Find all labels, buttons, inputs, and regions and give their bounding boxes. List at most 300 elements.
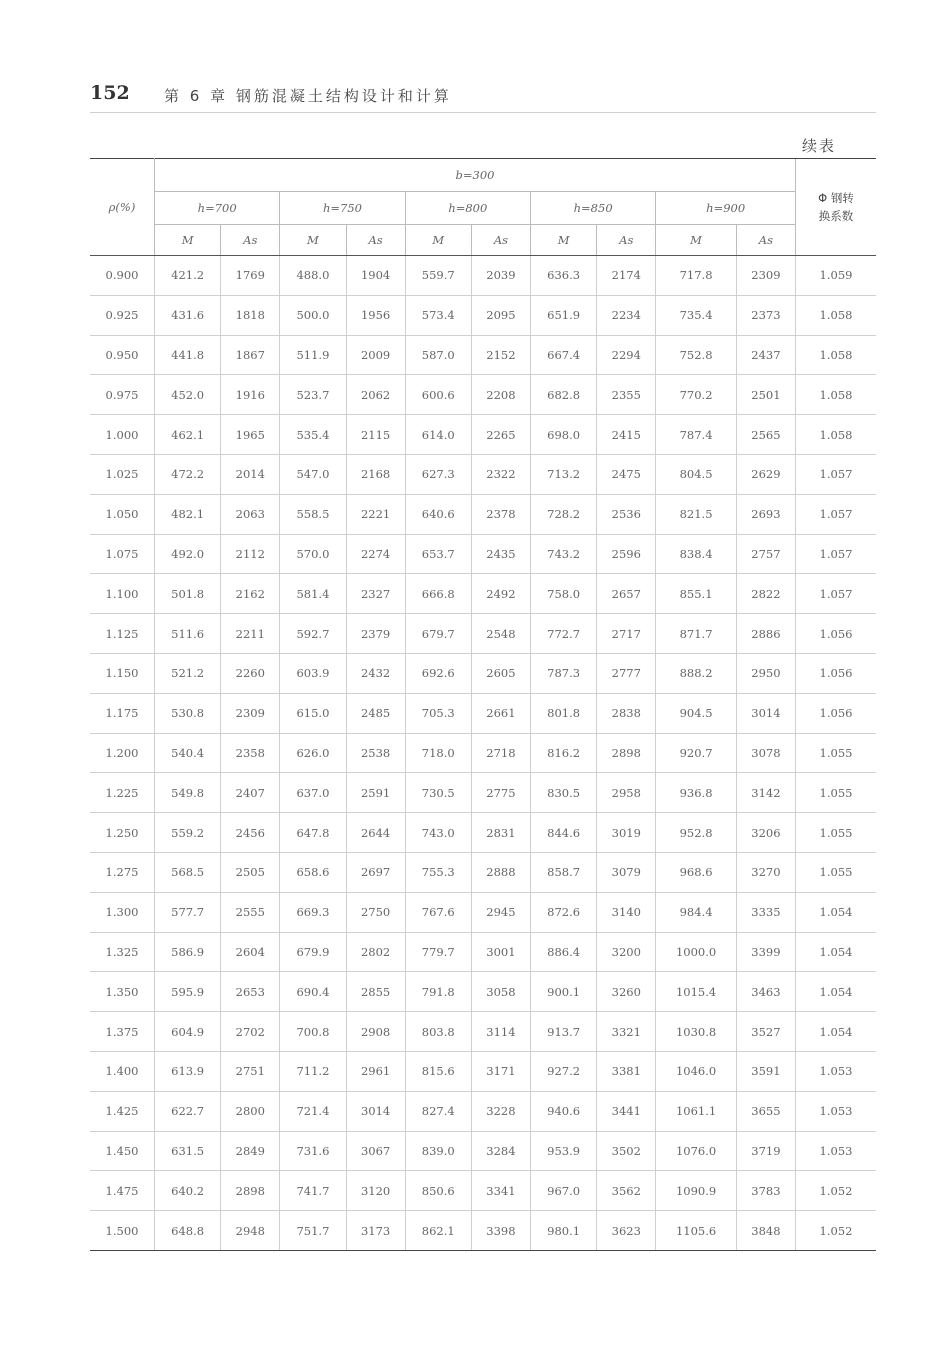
value-cell: 3321 [597,1012,656,1052]
value-cell: 940.6 [530,1091,596,1131]
value-cell: 2174 [597,256,656,296]
m-subheader: M [280,225,346,256]
value-cell: 2536 [597,494,656,534]
coef-cell: 1.058 [796,295,877,335]
m-subheader: M [530,225,596,256]
value-cell: 920.7 [656,733,737,773]
value-cell: 2604 [221,932,280,972]
rho-cell: 1.275 [90,852,155,892]
value-cell: 717.8 [656,256,737,296]
value-cell: 603.9 [280,653,346,693]
as-subheader: As [471,225,530,256]
value-cell: 2437 [736,335,795,375]
value-cell: 3381 [597,1051,656,1091]
value-cell: 2407 [221,773,280,813]
value-cell: 743.2 [530,534,596,574]
value-cell: 1867 [221,335,280,375]
value-cell: 2898 [221,1171,280,1211]
b-header: b=300 [155,159,796,192]
value-cell: 586.9 [155,932,221,972]
table-row [90,773,876,813]
m-subheader: M [656,225,737,256]
value-cell: 3067 [346,1131,405,1171]
value-cell: 1000.0 [656,932,737,972]
value-cell: 3399 [736,932,795,972]
value-cell: 2265 [471,415,530,455]
value-cell: 3719 [736,1131,795,1171]
value-cell: 2039 [471,256,530,296]
rho-cell: 1.300 [90,892,155,932]
table-row [90,335,876,375]
h-group-header: h=900 [656,192,796,225]
value-cell: 2309 [221,693,280,733]
rho-cell: 1.150 [90,653,155,693]
value-cell: 570.0 [280,534,346,574]
value-cell: 547.0 [280,454,346,494]
value-cell: 2492 [471,574,530,614]
value-cell: 927.2 [530,1051,596,1091]
coef-cell: 1.053 [796,1091,877,1131]
value-cell: 2800 [221,1091,280,1131]
value-cell: 592.7 [280,614,346,654]
table-row [90,892,876,932]
coef-header-line1: Φ 钢转 [818,191,854,205]
coef-cell: 1.058 [796,375,877,415]
value-cell: 888.2 [656,653,737,693]
value-cell: 2168 [346,454,405,494]
coef-cell: 1.055 [796,733,877,773]
value-cell: 2644 [346,813,405,853]
value-cell: 2718 [471,733,530,773]
value-cell: 2322 [471,454,530,494]
rho-cell: 1.250 [90,813,155,853]
coef-cell: 1.059 [796,256,877,296]
value-cell: 2112 [221,534,280,574]
value-cell: 3173 [346,1211,405,1251]
value-cell: 2435 [471,534,530,574]
value-cell: 3623 [597,1211,656,1251]
value-cell: 3228 [471,1091,530,1131]
value-cell: 751.7 [280,1211,346,1251]
value-cell: 721.4 [280,1091,346,1131]
value-cell: 1015.4 [656,972,737,1012]
value-cell: 770.2 [656,375,737,415]
table-row [90,1211,876,1251]
value-cell: 2221 [346,494,405,534]
reinforcement-table [90,158,876,1251]
value-cell: 728.2 [530,494,596,534]
value-cell: 731.6 [280,1131,346,1171]
value-cell: 936.8 [656,773,737,813]
h-group-header: h=850 [530,192,655,225]
rho-cell: 1.325 [90,932,155,972]
value-cell: 3527 [736,1012,795,1052]
value-cell: 640.2 [155,1171,221,1211]
value-cell: 627.3 [405,454,471,494]
value-cell: 2485 [346,693,405,733]
value-cell: 568.5 [155,852,221,892]
value-cell: 2605 [471,653,530,693]
value-cell: 679.9 [280,932,346,972]
value-cell: 705.3 [405,693,471,733]
value-cell: 595.9 [155,972,221,1012]
value-cell: 1046.0 [656,1051,737,1091]
coef-cell: 1.055 [796,852,877,892]
value-cell: 3206 [736,813,795,853]
value-cell: 1965 [221,415,280,455]
rho-cell: 1.050 [90,494,155,534]
value-cell: 718.0 [405,733,471,773]
value-cell: 3502 [597,1131,656,1171]
value-cell: 904.5 [656,693,737,733]
table-body [90,256,876,1251]
value-cell: 577.7 [155,892,221,932]
value-cell: 2822 [736,574,795,614]
value-cell: 735.4 [656,295,737,335]
value-cell: 871.7 [656,614,737,654]
value-cell: 614.0 [405,415,471,455]
value-cell: 2358 [221,733,280,773]
table-row [90,534,876,574]
h-group-header: h=800 [405,192,530,225]
table-header [90,159,876,256]
value-cell: 730.5 [405,773,471,813]
rho-cell: 0.975 [90,375,155,415]
value-cell: 3655 [736,1091,795,1131]
value-cell: 772.7 [530,614,596,654]
coef-cell: 1.057 [796,574,877,614]
coef-cell: 1.058 [796,335,877,375]
value-cell: 3078 [736,733,795,773]
value-cell: 787.3 [530,653,596,693]
value-cell: 838.4 [656,534,737,574]
value-cell: 581.4 [280,574,346,614]
value-cell: 3142 [736,773,795,813]
value-cell: 559.7 [405,256,471,296]
value-cell: 900.1 [530,972,596,1012]
rho-cell: 1.350 [90,972,155,1012]
coef-cell: 1.056 [796,653,877,693]
value-cell: 1956 [346,295,405,335]
value-cell: 631.5 [155,1131,221,1171]
value-cell: 2555 [221,892,280,932]
value-cell: 2505 [221,852,280,892]
value-cell: 2702 [221,1012,280,1052]
rho-cell: 0.950 [90,335,155,375]
value-cell: 967.0 [530,1171,596,1211]
as-subheader: As [736,225,795,256]
value-cell: 3463 [736,972,795,1012]
h-group-header: h=750 [280,192,405,225]
value-cell: 511.6 [155,614,221,654]
value-cell: 615.0 [280,693,346,733]
value-cell: 862.1 [405,1211,471,1251]
page-header [90,80,876,113]
value-cell: 2211 [221,614,280,654]
value-cell: 679.7 [405,614,471,654]
value-cell: 441.8 [155,335,221,375]
value-cell: 2777 [597,653,656,693]
value-cell: 1769 [221,256,280,296]
value-cell: 3591 [736,1051,795,1091]
value-cell: 2697 [346,852,405,892]
table-row [90,733,876,773]
table-row [90,972,876,1012]
page-number: 152 [90,82,130,104]
value-cell: 779.7 [405,932,471,972]
value-cell: 653.7 [405,534,471,574]
value-cell: 2948 [221,1211,280,1251]
value-cell: 482.1 [155,494,221,534]
rho-cell: 0.925 [90,295,155,335]
value-cell: 713.2 [530,454,596,494]
value-cell: 559.2 [155,813,221,853]
value-cell: 2379 [346,614,405,654]
m-subheader: M [155,225,221,256]
value-cell: 743.0 [405,813,471,853]
value-cell: 741.7 [280,1171,346,1211]
value-cell: 523.7 [280,375,346,415]
value-cell: 587.0 [405,335,471,375]
value-cell: 2355 [597,375,656,415]
rho-cell: 1.500 [90,1211,155,1251]
coef-cell: 1.054 [796,1012,877,1052]
coef-cell: 1.058 [796,415,877,455]
value-cell: 711.2 [280,1051,346,1091]
value-cell: 492.0 [155,534,221,574]
value-cell: 815.6 [405,1051,471,1091]
value-cell: 2661 [471,693,530,733]
value-cell: 549.8 [155,773,221,813]
value-cell: 2548 [471,614,530,654]
value-cell: 2591 [346,773,405,813]
rho-cell: 1.375 [90,1012,155,1052]
rho-cell: 1.225 [90,773,155,813]
value-cell: 2432 [346,653,405,693]
value-cell: 3284 [471,1131,530,1171]
value-cell: 2908 [346,1012,405,1052]
value-cell: 2849 [221,1131,280,1171]
value-cell: 530.8 [155,693,221,733]
value-cell: 3783 [736,1171,795,1211]
value-cell: 521.2 [155,653,221,693]
value-cell: 2751 [221,1051,280,1091]
value-cell: 2095 [471,295,530,335]
value-cell: 2958 [597,773,656,813]
value-cell: 816.2 [530,733,596,773]
coef-cell: 1.054 [796,972,877,1012]
value-cell: 2950 [736,653,795,693]
coef-cell: 1.052 [796,1211,877,1251]
m-subheader: M [405,225,471,256]
value-cell: 2415 [597,415,656,455]
value-cell: 2596 [597,534,656,574]
value-cell: 844.6 [530,813,596,853]
value-cell: 886.4 [530,932,596,972]
table-row [90,852,876,892]
value-cell: 952.8 [656,813,737,853]
rho-cell: 1.100 [90,574,155,614]
value-cell: 2274 [346,534,405,574]
coef-cell: 1.055 [796,773,877,813]
chapter-title: 第 6 章 钢筋混凝土结构设计和计算 [164,87,452,105]
value-cell: 421.2 [155,256,221,296]
value-cell: 462.1 [155,415,221,455]
value-cell: 2831 [471,813,530,853]
value-cell: 2501 [736,375,795,415]
value-cell: 830.5 [530,773,596,813]
value-cell: 2717 [597,614,656,654]
value-cell: 666.8 [405,574,471,614]
value-cell: 953.9 [530,1131,596,1171]
coef-cell: 1.057 [796,494,877,534]
coef-cell: 1.054 [796,892,877,932]
value-cell: 698.0 [530,415,596,455]
table-row [90,494,876,534]
value-cell: 573.4 [405,295,471,335]
value-cell: 3260 [597,972,656,1012]
value-cell: 636.3 [530,256,596,296]
value-cell: 1090.9 [656,1171,737,1211]
value-cell: 2565 [736,415,795,455]
coef-header [796,159,877,256]
value-cell: 690.4 [280,972,346,1012]
value-cell: 667.4 [530,335,596,375]
value-cell: 2838 [597,693,656,733]
value-cell: 2378 [471,494,530,534]
value-cell: 3341 [471,1171,530,1211]
value-cell: 1904 [346,256,405,296]
table-row [90,415,876,455]
value-cell: 1076.0 [656,1131,737,1171]
value-cell: 803.8 [405,1012,471,1052]
value-cell: 500.0 [280,295,346,335]
value-cell: 2162 [221,574,280,614]
value-cell: 2014 [221,454,280,494]
value-cell: 1916 [221,375,280,415]
value-cell: 2373 [736,295,795,335]
value-cell: 472.2 [155,454,221,494]
value-cell: 626.0 [280,733,346,773]
value-cell: 3140 [597,892,656,932]
rho-cell: 1.125 [90,614,155,654]
value-cell: 3171 [471,1051,530,1091]
value-cell: 767.6 [405,892,471,932]
value-cell: 2309 [736,256,795,296]
coef-cell: 1.052 [796,1171,877,1211]
value-cell: 787.4 [656,415,737,455]
value-cell: 535.4 [280,415,346,455]
value-cell: 2475 [597,454,656,494]
rho-cell: 1.025 [90,454,155,494]
value-cell: 2886 [736,614,795,654]
value-cell: 3058 [471,972,530,1012]
table-row [90,375,876,415]
value-cell: 2888 [471,852,530,892]
value-cell: 2538 [346,733,405,773]
value-cell: 858.7 [530,852,596,892]
value-cell: 2629 [736,454,795,494]
coef-cell: 1.054 [796,932,877,972]
rho-cell: 1.425 [90,1091,155,1131]
coef-cell: 1.056 [796,614,877,654]
value-cell: 2898 [597,733,656,773]
value-cell: 968.6 [656,852,737,892]
value-cell: 2208 [471,375,530,415]
value-cell: 1105.6 [656,1211,737,1251]
coef-cell: 1.053 [796,1131,877,1171]
value-cell: 2775 [471,773,530,813]
value-cell: 669.3 [280,892,346,932]
value-cell: 2294 [597,335,656,375]
as-subheader: As [346,225,405,256]
table-row [90,1091,876,1131]
value-cell: 872.6 [530,892,596,932]
rho-cell: 1.075 [90,534,155,574]
value-cell: 2693 [736,494,795,534]
value-cell: 647.8 [280,813,346,853]
value-cell: 2063 [221,494,280,534]
value-cell: 752.8 [656,335,737,375]
value-cell: 640.6 [405,494,471,534]
value-cell: 2945 [471,892,530,932]
value-cell: 651.9 [530,295,596,335]
value-cell: 3335 [736,892,795,932]
value-cell: 1061.1 [656,1091,737,1131]
value-cell: 850.6 [405,1171,471,1211]
table-row [90,256,876,296]
value-cell: 2327 [346,574,405,614]
value-cell: 3114 [471,1012,530,1052]
value-cell: 2802 [346,932,405,972]
value-cell: 700.8 [280,1012,346,1052]
value-cell: 2152 [471,335,530,375]
value-cell: 758.0 [530,574,596,614]
value-cell: 2855 [346,972,405,1012]
value-cell: 3120 [346,1171,405,1211]
as-subheader: As [597,225,656,256]
value-cell: 855.1 [656,574,737,614]
rho-cell: 1.450 [90,1131,155,1171]
value-cell: 501.8 [155,574,221,614]
table-row [90,932,876,972]
table-row [90,574,876,614]
value-cell: 682.8 [530,375,596,415]
rho-cell: 1.475 [90,1171,155,1211]
value-cell: 2657 [597,574,656,614]
coef-cell: 1.057 [796,454,877,494]
value-cell: 3848 [736,1211,795,1251]
value-cell: 2653 [221,972,280,1012]
rho-cell: 1.175 [90,693,155,733]
h-group-header: h=700 [155,192,280,225]
table-row [90,693,876,733]
value-cell: 839.0 [405,1131,471,1171]
value-cell: 622.7 [155,1091,221,1131]
value-cell: 558.5 [280,494,346,534]
coef-cell: 1.057 [796,534,877,574]
value-cell: 3200 [597,932,656,972]
value-cell: 431.6 [155,295,221,335]
value-cell: 791.8 [405,972,471,1012]
value-cell: 2115 [346,415,405,455]
coef-cell: 1.056 [796,693,877,733]
table-row [90,653,876,693]
value-cell: 1818 [221,295,280,335]
value-cell: 2234 [597,295,656,335]
value-cell: 1030.8 [656,1012,737,1052]
value-cell: 613.9 [155,1051,221,1091]
